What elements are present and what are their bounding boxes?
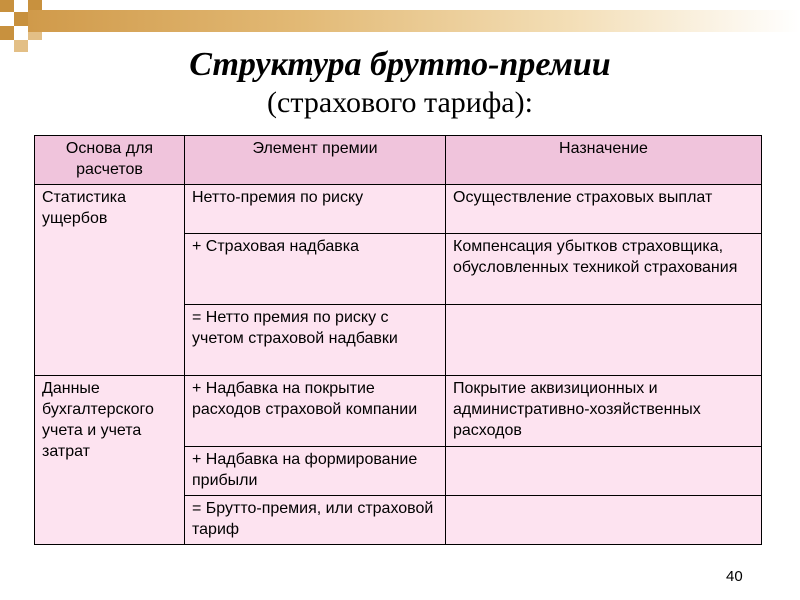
element-cell: = Нетто премия по риску с учетом страховой надбавки	[185, 305, 446, 376]
purpose-cell: Покрытие аквизиционных и административно-хозяйственных расходов	[446, 376, 762, 447]
basis-cell: Данные бухгалтерского учета и учета затрат	[35, 376, 185, 545]
decorative-top-bar	[28, 10, 800, 32]
element-cell: = Брутто-премия, или страховой тариф	[185, 496, 446, 545]
header-element: Элемент премии	[185, 136, 446, 185]
basis-cell: Статистика ущербов	[35, 185, 185, 376]
slide-subtitle: (страхового тарифа):	[267, 86, 533, 119]
premium-structure-table	[34, 135, 762, 545]
table-header-row	[35, 136, 762, 185]
corner-square	[14, 12, 28, 26]
purpose-cell	[446, 447, 762, 496]
element-cell: + Надбавка на покрытие расходов страховой компании	[185, 376, 446, 447]
header-purpose: Назначение	[446, 136, 762, 185]
element-cell: + Страховая надбавка	[185, 234, 446, 305]
purpose-cell	[446, 305, 762, 376]
element-cell: + Надбавка на формирование прибыли	[185, 447, 446, 496]
purpose-cell: Компенсация убытков страховщика, обусловленных техникой страхования	[446, 234, 762, 305]
purpose-cell	[446, 496, 762, 545]
corner-square	[0, 26, 14, 40]
element-cell: Нетто-премия по риску	[185, 185, 446, 234]
corner-square	[0, 0, 14, 12]
slide-title: Структура брутто-премии	[189, 46, 611, 83]
header-basis: Основа для расчетов	[35, 136, 185, 185]
purpose-cell: Осуществление страховых выплат	[446, 185, 762, 234]
table-row	[35, 376, 762, 447]
page-number: 40	[726, 568, 743, 585]
table-row	[35, 185, 762, 234]
